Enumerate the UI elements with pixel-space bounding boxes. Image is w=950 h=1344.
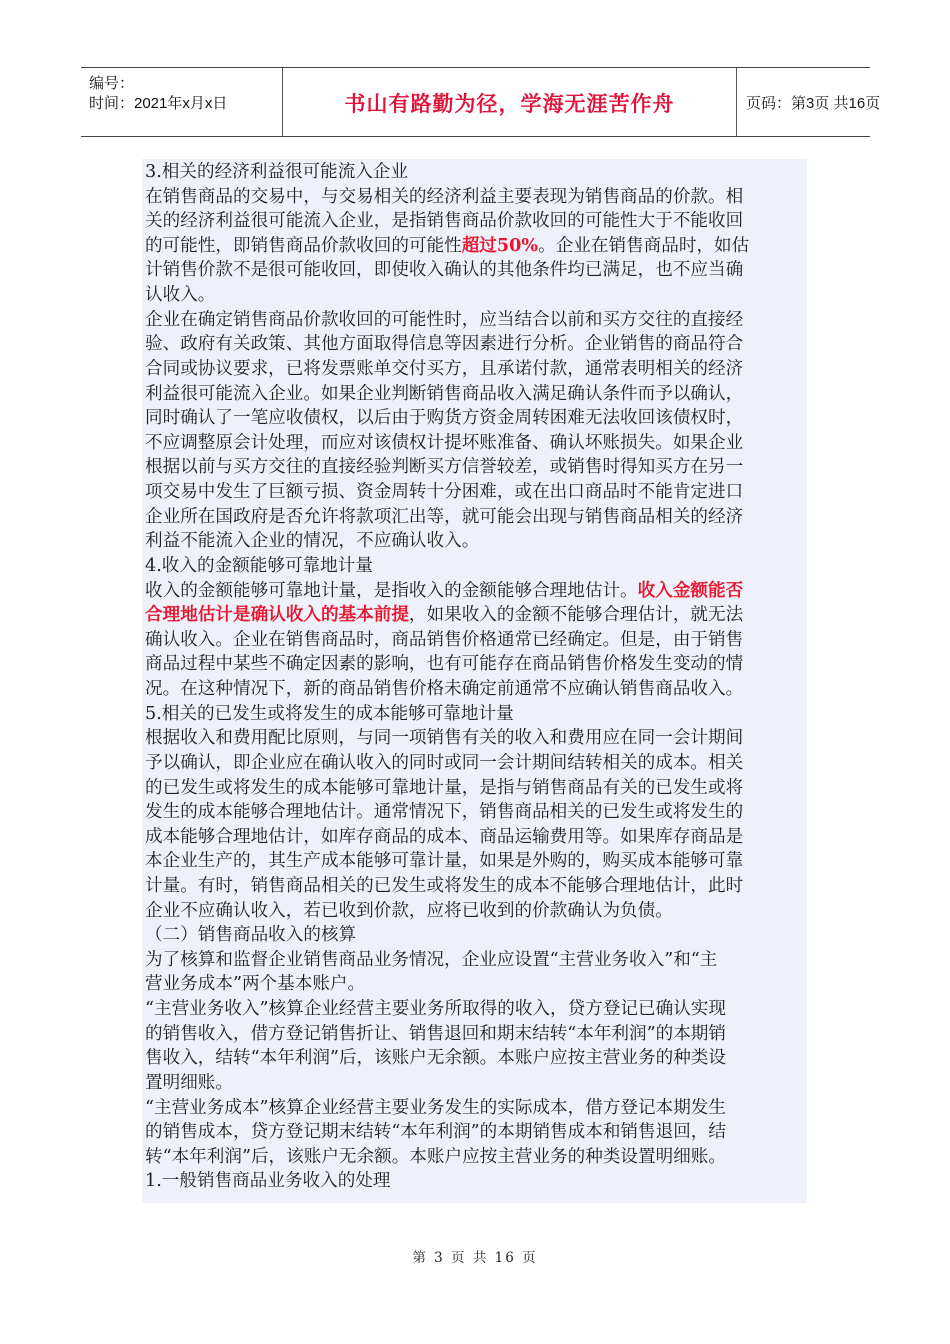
text-segment: 利益很可能流入企业。如果企业判断销售商品收入满足确认条件而予以确认， [145, 383, 744, 404]
body-text-line [145, 234, 749, 258]
body-text-line [145, 579, 743, 603]
body-text-line [145, 505, 743, 529]
text-segment: 认收入。 [145, 285, 216, 306]
body-text-line [145, 431, 743, 455]
body-text-line [145, 554, 373, 578]
document-number-label: 编号： [89, 75, 135, 92]
text-segment: 企业在确定销售商品价款收回的可能性时，应当结合以前和买方交往的直接经 [145, 309, 744, 330]
highlighted-text: 收入金额能否 [637, 579, 744, 601]
text-segment: 确认收入。企业在销售商品时，商品销售价格通常已经确定。但是，由于销售 [145, 629, 744, 650]
text-segment: 本企业生产的，其生产成本能够可靠计量，如果是外购的，购买成本能够可靠 [145, 851, 744, 872]
text-segment: 置明细账。 [145, 1072, 233, 1093]
text-segment: 利益不能流入企业的情况，不应确认收入。 [145, 531, 480, 552]
text-segment: 4.收入的金额能够可靠地计量 [145, 555, 373, 576]
body-text-line [145, 603, 743, 627]
body-text-line [145, 209, 743, 233]
text-segment: 关的经济利益很可能流入企业，是指销售商品价款收回的可能性大于不能收回 [145, 211, 744, 232]
page-footer: 第 3 页 共 16 页 [412, 1250, 538, 1266]
text-segment: 企业所在国政府是否允许将款项汇出等，就可能会出现与销售商品相关的经济 [145, 506, 744, 527]
text-segment: 转“本年利润”后，该账户无余额。本账户应按主营业务的种类设置明细账。 [145, 1146, 726, 1167]
body-text-line [145, 332, 743, 356]
body-text-line [145, 948, 717, 972]
body-text-line [145, 1169, 391, 1193]
text-segment: 3.相关的经济利益很可能流入企业 [145, 162, 409, 182]
body-text-line [145, 677, 743, 701]
body-text-line [145, 455, 743, 479]
text-segment: 售收入，结转“本年利润”后，该账户无余额。本账户应按主营业务的种类设 [145, 1048, 726, 1069]
body-text-line [145, 628, 743, 652]
text-segment: 项交易中发生了巨额亏损、资金周转十分困难，或在出口商品时不能肯定进口 [145, 482, 744, 503]
text-segment: 在销售商品的交易中，与交易相关的经济利益主要表现为销售商品的价款。相 [145, 186, 744, 207]
header-motto: 书山有路勤为径，学海无涯苦作舟 [344, 92, 675, 116]
text-segment: 计销售价款不是很可能收回，即使收入确认的其他条件均已满足，也不应当确 [145, 260, 744, 281]
text-segment: 商品过程中某些不确定因素的影响，也有可能存在商品销售价格发生变动的情 [145, 654, 744, 675]
body-text-line [145, 972, 365, 996]
document-date-label: 时间：2021年x月x日 [89, 95, 228, 112]
body-text-line [145, 258, 743, 282]
header-page-code: 页码：第3页 共16页 [746, 95, 881, 112]
body-text-line [145, 1022, 726, 1046]
text-segment: 的销售收入，借方登记销售折让、销售退回和期末结转“本年利润”的本期销 [145, 1023, 726, 1044]
body-text-line [145, 406, 743, 430]
text-segment: 予以确认，即企业应在确认收入的同时或同一会计期间结转相关的成本。相关 [145, 752, 744, 773]
text-segment: 5.相关的已发生或将发生的成本能够可靠地计量 [145, 703, 514, 724]
document-body [142, 159, 807, 1203]
text-segment: （二）销售商品收入的核算 [145, 925, 357, 946]
text-segment: 。企业在销售商品时，如估 [538, 235, 750, 256]
text-segment: “主营业务收入”核算企业经营主要业务所取得的收入，贷方登记已确认实现 [145, 999, 726, 1020]
body-text-line [145, 849, 743, 873]
header-motto-cell [282, 68, 737, 136]
text-segment: 收入的金额能够可靠地计量，是指收入的金额能够合理地估计。 [145, 580, 638, 601]
text-segment: 的可能性，即销售商品价款收回的可能性 [145, 235, 462, 256]
page-header [81, 67, 881, 137]
body-text-line [145, 160, 408, 184]
body-text-line [145, 800, 743, 824]
text-segment: 计量。有时，销售商品相关的已发生或将发生的成本不能够合理地估计，此时 [145, 875, 744, 896]
text-segment: 的已发生或将发生的成本能够可靠地计量，是指与销售商品有关的已发生或将 [145, 777, 744, 798]
text-segment: 根据以前与买方交往的直接经验判断买方信誉较差，或销售时得知买方在另一 [145, 457, 744, 478]
text-segment: 同时确认了一笔应收债权，以后由于购货方资金周转困难无法收回该债权时， [145, 408, 744, 429]
body-text-line [145, 874, 743, 898]
body-text-line [145, 726, 743, 750]
body-text-line [145, 997, 726, 1021]
text-segment: 验、政府有关政策、其他方面取得信息等因素进行分析。企业销售的商品符合 [145, 334, 744, 355]
body-text-line [145, 702, 514, 726]
text-segment: 合同或协议要求，已将发票账单交付买方，且承诺付款，通常表明相关的经济 [145, 358, 744, 379]
header-page-cell [736, 68, 881, 136]
text-segment: 企业不应确认收入，若已收到价款，应将已收到的价款确认为负债。 [145, 900, 673, 921]
text-segment: 成本能够合理地估计，如库存商品的成本、商品运输费用等。如果库存商品是 [145, 826, 744, 847]
body-text-line [145, 185, 743, 209]
body-text-line [145, 382, 743, 406]
body-text-line [145, 308, 743, 332]
text-segment: “主营业务成本”核算企业经营主要业务发生的实际成本，借方登记本期发生 [145, 1097, 726, 1118]
text-segment: 发生的成本能够合理地估计。通常情况下，销售商品相关的已发生或将发生的 [145, 802, 744, 823]
body-text-line [145, 652, 743, 676]
body-text-line [145, 899, 673, 923]
body-text-line [145, 283, 215, 307]
body-text-line [145, 357, 743, 381]
text-segment: 为了核算和监督企业销售商品业务情况，企业应设置“主营业务收入”和“主 [145, 949, 718, 970]
text-segment: 的销售成本，贷方登记期末结转“本年利润”的本期销售成本和销售退回，结 [145, 1122, 726, 1143]
body-text-line [145, 825, 743, 849]
body-text-line [145, 923, 356, 947]
highlighted-text: 超过50% [461, 234, 539, 256]
body-text-line [145, 480, 743, 504]
text-segment: 营业务成本”两个基本账户。 [145, 974, 366, 995]
text-segment: ，如果收入的金额不能够合理估计，就无法 [408, 605, 744, 626]
body-text-line [145, 529, 479, 553]
header-info-cell [81, 68, 281, 136]
body-text-line [145, 751, 743, 775]
body-text-line [145, 1071, 233, 1095]
highlighted-text: 合理地估计是确认收入的基本前提 [145, 604, 409, 626]
text-segment: 根据收入和费用配比原则，与同一项销售有关的收入和费用应在同一会计期间 [145, 728, 744, 749]
text-segment: 1.一般销售商品业务收入的处理 [145, 1171, 391, 1192]
body-text-line [145, 1145, 726, 1169]
body-text-line [145, 776, 743, 800]
body-text-line [145, 1120, 726, 1144]
body-text-line [145, 1096, 726, 1120]
text-segment: 不应调整原会计处理，而应对该债权计提坏账准备、确认坏账损失。如果企业 [145, 432, 744, 453]
body-text-line [145, 1046, 726, 1070]
text-segment: 况。在这种情况下，新的商品销售价格未确定前通常不应确认销售商品收入。 [145, 679, 744, 700]
